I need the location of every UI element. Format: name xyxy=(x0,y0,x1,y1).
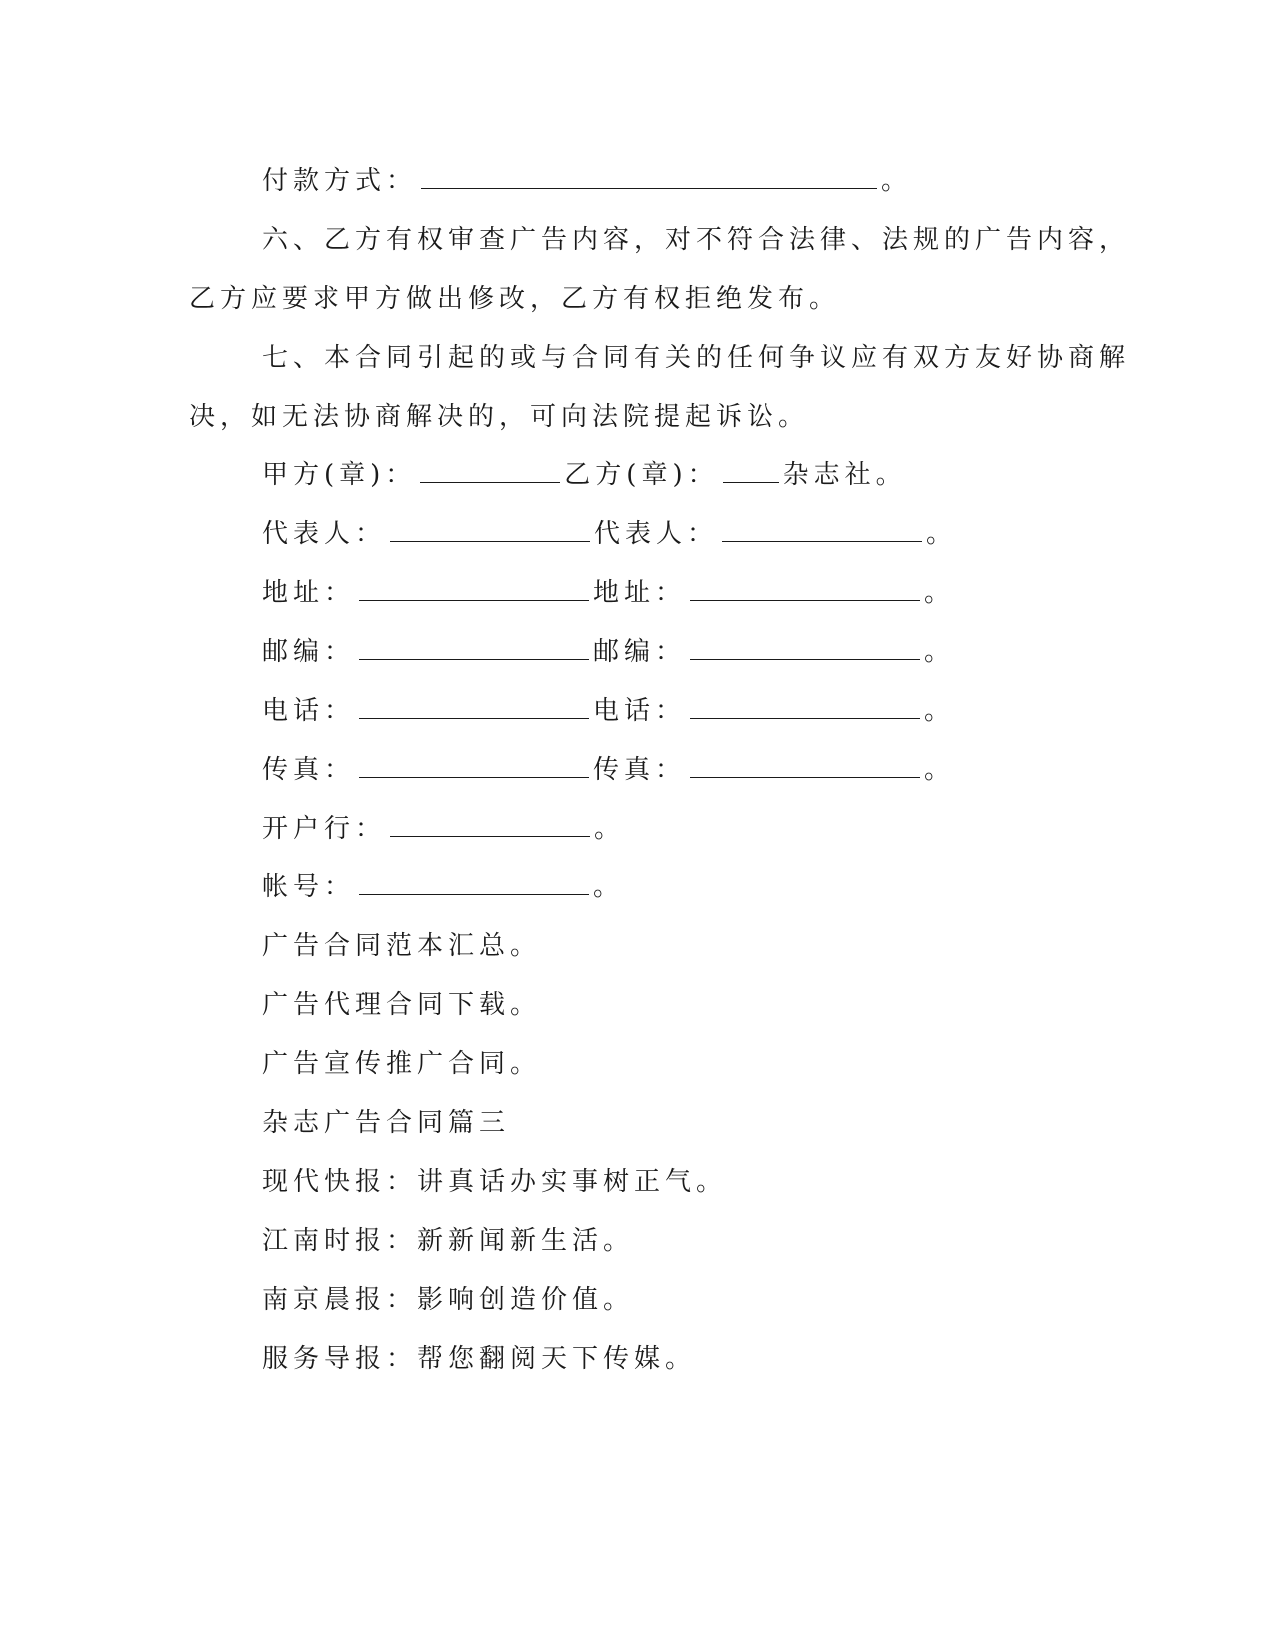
tel-a-label: 电话： xyxy=(262,696,356,726)
party-a-seal-label: 甲方(章)： xyxy=(262,460,417,490)
zip-end: 。 xyxy=(924,637,956,667)
payment-label: 付款方式： xyxy=(262,166,418,196)
slogan-line: 现代快报：讲真话办实事树正气。 xyxy=(262,1167,728,1197)
clause-6-line-2: 乙方应要求甲方做出修改，乙方有权拒绝发布。 xyxy=(189,284,841,314)
slogan-line: 南京晨报：影响创造价值。 xyxy=(262,1285,635,1315)
fax-a-label: 传真： xyxy=(262,755,356,785)
related-link[interactable]: 广告宣传推广合同。 xyxy=(262,1049,542,1079)
rep-a-blank xyxy=(390,519,590,542)
account-line xyxy=(0,869,1275,905)
payment-blank xyxy=(421,166,877,189)
clause-7-line-1: 七、本合同引起的或与合同有关的任何争议应有双方友好协商解 xyxy=(262,343,1131,373)
addr-b-blank xyxy=(690,578,920,601)
tel-end: 。 xyxy=(924,696,956,726)
zip-a-label: 邮编： xyxy=(262,637,356,667)
party-b-seal-blank xyxy=(723,460,779,483)
account-end: 。 xyxy=(593,872,625,902)
rep-b-blank xyxy=(722,519,922,542)
fax-a-blank xyxy=(359,755,589,778)
addr-a-label: 地址： xyxy=(262,578,356,608)
related-link[interactable]: 广告合同范本汇总。 xyxy=(262,931,542,961)
fax-b-blank xyxy=(690,755,920,778)
bank-blank xyxy=(390,814,590,837)
fax-line xyxy=(0,752,1275,788)
tel-b-label: 电话： xyxy=(593,696,687,726)
representative-line xyxy=(0,516,1275,552)
section-title: 杂志广告合同篇三 xyxy=(262,1108,511,1138)
party-seal-line xyxy=(0,457,1275,493)
party-a-seal-blank xyxy=(420,460,560,483)
zip-b-label: 邮编： xyxy=(593,637,687,667)
addr-end: 。 xyxy=(924,578,956,608)
account-blank xyxy=(359,872,589,895)
address-line xyxy=(0,575,1275,611)
bank-end: 。 xyxy=(594,814,626,844)
rep-b-label: 代表人： xyxy=(594,519,719,549)
slogan-line: 江南时报：新新闻新生活。 xyxy=(262,1226,635,1256)
payment-end: 。 xyxy=(881,166,913,196)
addr-a-blank xyxy=(359,578,589,601)
zip-line xyxy=(0,634,1275,670)
zip-a-blank xyxy=(359,637,589,660)
account-label: 帐号： xyxy=(262,872,356,902)
party-b-suffix: 杂志社。 xyxy=(782,460,907,490)
rep-a-label: 代表人： xyxy=(262,519,387,549)
clause-7-line-2: 决，如无法协商解决的，可向法院提起诉讼。 xyxy=(189,402,810,432)
related-link[interactable]: 广告代理合同下载。 xyxy=(262,990,542,1020)
tel-a-blank xyxy=(359,696,589,719)
tel-b-blank xyxy=(690,696,920,719)
slogan-line: 服务导报：帮您翻阅天下传媒。 xyxy=(262,1344,697,1374)
fax-end: 。 xyxy=(924,755,956,785)
rep-end: 。 xyxy=(926,519,958,549)
addr-b-label: 地址： xyxy=(593,578,687,608)
fax-b-label: 传真： xyxy=(593,755,687,785)
bank-line xyxy=(0,811,1275,847)
tel-line xyxy=(0,693,1275,729)
bank-label: 开户行： xyxy=(262,814,387,844)
party-b-seal-label: 乙方(章)： xyxy=(564,460,719,490)
zip-b-blank xyxy=(690,637,920,660)
payment-line xyxy=(0,163,1275,199)
clause-6-line-1: 六、乙方有权审查广告内容，对不符合法律、法规的广告内容， xyxy=(262,225,1131,255)
